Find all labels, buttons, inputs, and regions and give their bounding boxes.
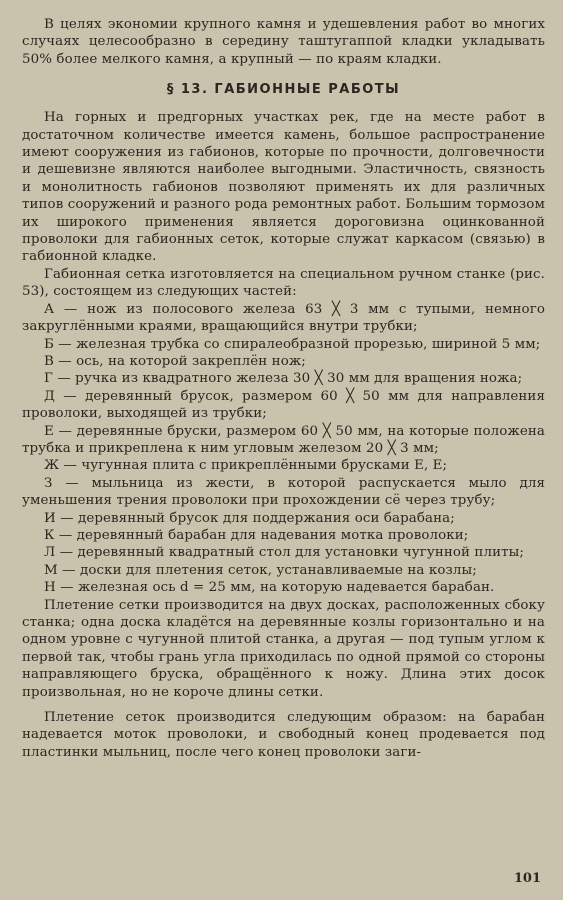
page-number: 101 bbox=[513, 871, 541, 886]
list-item: Л — деревянный квадратный стол для установки чугунной плиты; bbox=[44, 545, 524, 561]
list-item: М — доски для плетения сеток, устанавливаемые на козлы; bbox=[44, 562, 477, 578]
list-item: Н — железная ось d = 25 мм, на которую надевается барабан. bbox=[44, 580, 495, 596]
list-item: Г — ручка из квадратного железа 30 ╳ 30 мм для вращения ножа; bbox=[44, 371, 523, 387]
body-paragraph: На горных и предгорных участках рек, где на месте работ в достаточном количестве имеется камень, большое распространение имеют сооружения из габионов, которые по прочности, долговечности и дешевизне являются наиболее выгодными. Эластичность, связность и монолитность габионов позволяют применять их для различных типов сооружений и разного рода ремонтных работ. Большим тормозом их широкого применения является дороговизна оцинкованной проволоки для габионных сеток, которые служат каркасом (связью) в габионной кладке. bbox=[22, 110, 545, 265]
body-paragraph: Габионная сетка изготовляется на специальном ручном станке (рис. 53), состоящем из следующих частей: bbox=[22, 266, 545, 300]
list-item: З — мыльница из жести, в которой распускается мыло для уменьшения трения проволоки при прохождении сё через трубу; bbox=[22, 475, 545, 509]
body-paragraph: Плетение сетки производится на двух досках, расположенных сбоку станка; одна доска кладётся на деревянные козлы горизонтально и на одном уровне с чугунной плитой станка, а другая — под тупым углом к первой так, чтобы грань угла приходилась по одной прямой со стороны направляющего бруска, обращённого к ножу. Длина этих досок произвольная, но не короче длины сетки. bbox=[22, 597, 545, 700]
intro-paragraph: В целях экономии крупного камня и удешевления работ во многих случаях целесообразно в середину таштугаппой кладки укладывать 50% более мелкого камня, а крупный — по краям кладки. bbox=[22, 17, 545, 67]
parts-list bbox=[22, 301, 545, 597]
list-item: А — нож из полосового железа 63 ╳ 3 мм с тупыми, немного закруглёнными краями, вращающийся внутри трубки; bbox=[22, 301, 545, 335]
section-heading: § 13. ГАБИОННЫЕ РАБОТЫ bbox=[166, 82, 401, 98]
list-item: Б — железная трубка со спиралеобразной прорезью, шириной 5 мм; bbox=[44, 336, 541, 352]
list-item: Е — деревянные бруски, размером 60 ╳ 50 мм, на которые положена трубка и прикреплена к ним угловым железом 20 ╳ 3 мм; bbox=[22, 423, 545, 456]
list-item: Ж — чугунная плита с прикреплёнными брусками Е, Е; bbox=[44, 458, 448, 474]
list-item: К — деревянный барабан для надевания мотка проволоки; bbox=[44, 527, 469, 543]
body-paragraph: Плетение сеток производится следующим образом: на барабан надевается моток проволоки, и свободный конец продевается под пластинки мыльниц, после чего конец проволоки заги- bbox=[22, 710, 545, 760]
list-item: В — ось, на которой закреплён нож; bbox=[44, 353, 306, 369]
list-item: Д — деревянный брусок, размером 60 ╳ 50 мм для направления проволоки, выходящей из трубки; bbox=[22, 388, 545, 422]
list-item: И — деревянный брусок для поддержания оси барабана; bbox=[44, 510, 455, 526]
